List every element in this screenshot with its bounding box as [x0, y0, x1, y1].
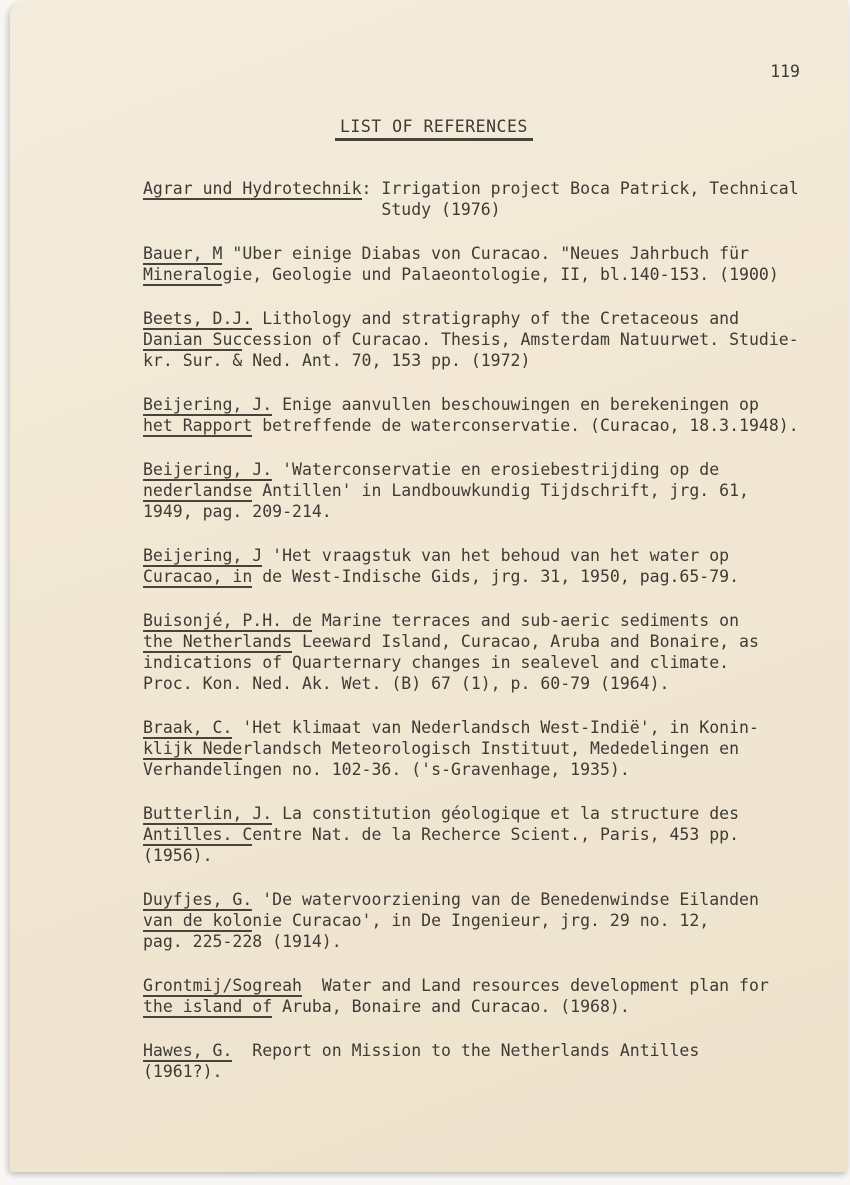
- reference-line: Beijering, J. 'Waterconservatie en erosiebestrijding op de: [143, 460, 720, 479]
- reference-line: Beijering, J 'Het vraagstuk van het behoud van het water op: [143, 546, 730, 565]
- scanned-page: [10, 0, 848, 1172]
- page-content: [143, 116, 812, 1105]
- reference-line: (1956).: [143, 846, 213, 865]
- reference-entry: [143, 717, 812, 780]
- reference-line: Grontmij/Sogreah Water and Land resources development plan for: [143, 976, 769, 995]
- reference-entry: [143, 975, 812, 1017]
- reference-line: klijk Nederlandsch Meteorologisch Instituut, Mededelingen en: [143, 739, 740, 758]
- reference-line: kr. Sur. & Ned. Ant. 70, 153 pp. (1972): [143, 351, 531, 370]
- reference-entry: [143, 394, 812, 436]
- reference-entry: [143, 178, 812, 220]
- reference-line: the island of Aruba, Bonaire and Curacao. (1968).: [143, 997, 630, 1016]
- reference-line: Braak, C. 'Het klimaat van Nederlandsch West-Indië', in Konin-: [143, 718, 759, 737]
- reference-line: indications of Quarternary changes in sealevel and climate.: [143, 653, 730, 672]
- page-title: LIST OF REFERENCES: [335, 116, 533, 141]
- reference-entry: [143, 889, 812, 952]
- reference-entry: [143, 610, 812, 694]
- reference-line: Antilles. Centre Nat. de la Recherce Scient., Paris, 453 pp.: [143, 825, 740, 844]
- reference-line: nederlandse Antillen' in Landbouwkundig Tijdschrift, jrg. 61,: [143, 481, 749, 500]
- reference-line: Proc. Kon. Ned. Ak. Wet. (B) 67 (1), p. 60-79 (1964).: [143, 674, 670, 693]
- reference-line: van de kolonie Curacao', in De Ingenieur, jrg. 29 no. 12,: [143, 911, 710, 930]
- reference-line: Beijering, J. Enige aanvullen beschouwingen en berekeningen op: [143, 395, 759, 414]
- reference-line: Study (1976): [143, 200, 501, 219]
- reference-line: Hawes, G. Report on Mission to the Netherlands Antilles: [143, 1041, 700, 1060]
- reference-line: Verhandelingen no. 102-36. ('s-Gravenhage, 1935).: [143, 760, 630, 779]
- reference-entry: [143, 1040, 812, 1082]
- reference-line: Butterlin, J. La constitution géologique et la structure des: [143, 804, 740, 823]
- reference-line: 1949, pag. 209-214.: [143, 502, 332, 521]
- references-list: [143, 178, 812, 1082]
- reference-line: Curacao, in de West-Indische Gids, jrg. 31, 1950, pag.65-79.: [143, 567, 740, 586]
- reference-entry: [143, 545, 812, 587]
- reference-entry: [143, 803, 812, 866]
- reference-entry: [143, 308, 812, 371]
- reference-line: (1961?).: [143, 1062, 223, 1081]
- reference-line: Mineralogie, Geologie und Palaeontologie, II, bl.140-153. (1900): [143, 265, 779, 284]
- reference-line: pag. 225-228 (1914).: [143, 932, 342, 951]
- reference-line: Danian Succession of Curacao. Thesis, Amsterdam Natuurwet. Studie-: [143, 330, 799, 349]
- reference-line: Bauer, M "Uber einige Diabas von Curacao. "Neues Jahrbuch für: [143, 244, 749, 263]
- reference-line: Buisonjé, P.H. de Marine terraces and sub-aeric sediments on: [143, 611, 740, 630]
- page-number: 119: [770, 62, 800, 81]
- reference-line: Duyfjes, G. 'De watervoorziening van de Benedenwindse Eilanden: [143, 890, 759, 909]
- reference-line: Beets, D.J. Lithology and stratigraphy of the Cretaceous and: [143, 309, 740, 328]
- reference-line: the Netherlands Leeward Island, Curacao, Aruba and Bonaire, as: [143, 632, 759, 651]
- reference-line: het Rapport betreffende de waterconservatie. (Curacao, 18.3.1948).: [143, 416, 799, 435]
- reference-entry: [143, 459, 812, 522]
- reference-line: Agrar und Hydrotechnik: Irrigation project Boca Patrick, Technical: [143, 179, 799, 198]
- reference-entry: [143, 243, 812, 285]
